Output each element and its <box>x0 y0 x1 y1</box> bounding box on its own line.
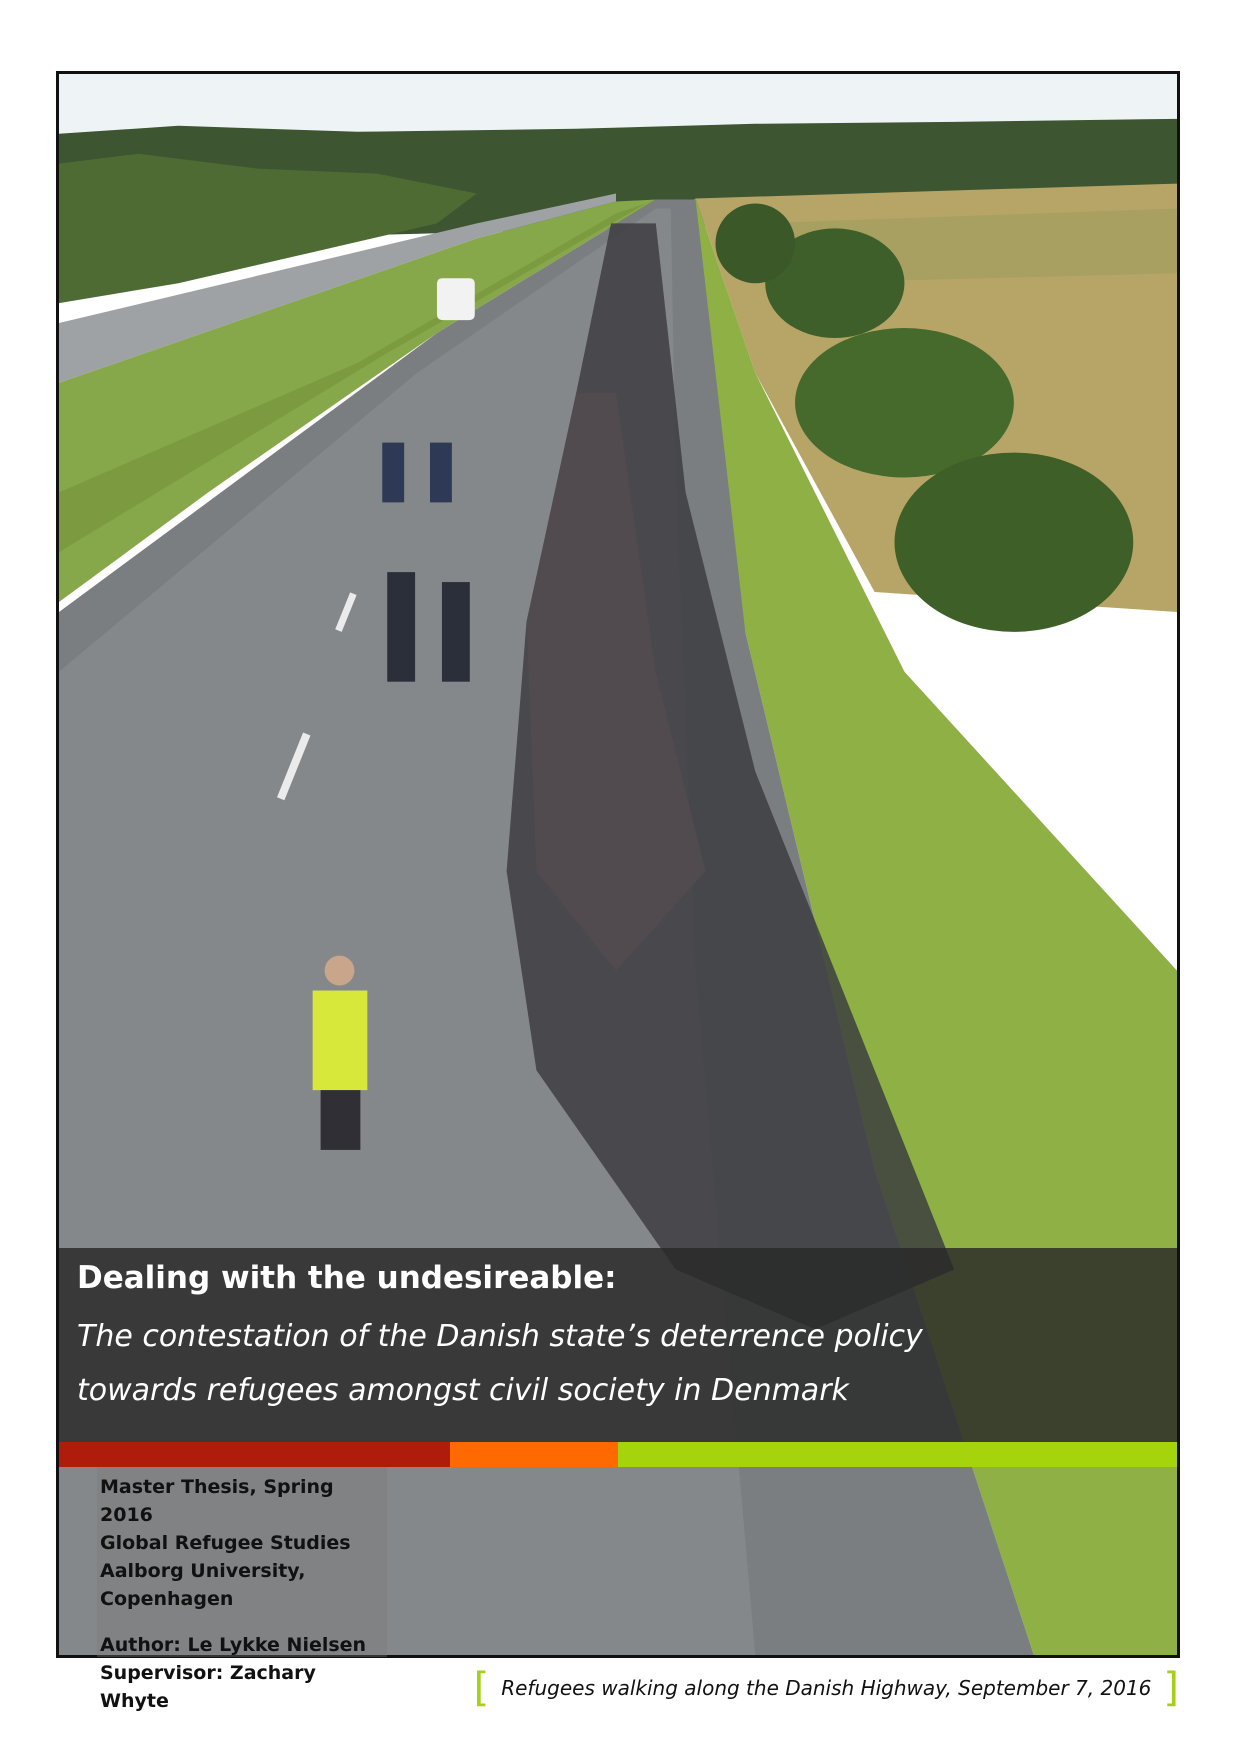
color-bar-green <box>618 1442 1177 1467</box>
thesis-subtitle <box>77 1310 957 1418</box>
thesis-meta <box>97 1467 387 1712</box>
meta-supervisor: Supervisor: Zachary Whyte <box>100 1662 316 1712</box>
color-bar-red <box>59 1442 450 1467</box>
meta-author: Author: Le Lykke Nielsen <box>100 1634 367 1656</box>
caption-open-bracket: [ <box>473 1665 490 1711</box>
meta-program: Global Refugee Studies <box>100 1532 351 1554</box>
color-bar <box>59 1442 1177 1467</box>
meta-thesis-type: Master Thesis, Spring 2016 <box>100 1476 334 1526</box>
photo-caption <box>473 1665 1179 1711</box>
color-bar-orange <box>450 1442 618 1467</box>
thesis-title: Dealing with the undesireable: <box>77 1260 617 1296</box>
title-panel <box>59 1248 1177 1442</box>
meta-university: Aalborg University, <box>100 1560 306 1582</box>
subtitle-line-1: The contestation of the Danish state’s deterrence policy <box>77 1319 923 1354</box>
subtitle-line-2: towards refugees amongst civil society in Denmark <box>77 1373 849 1408</box>
caption-text: Refugees walking along the Danish Highway, September 7, 2016 <box>501 1676 1152 1700</box>
meta-city: Copenhagen <box>100 1588 234 1610</box>
caption-close-bracket: ] <box>1163 1665 1179 1711</box>
